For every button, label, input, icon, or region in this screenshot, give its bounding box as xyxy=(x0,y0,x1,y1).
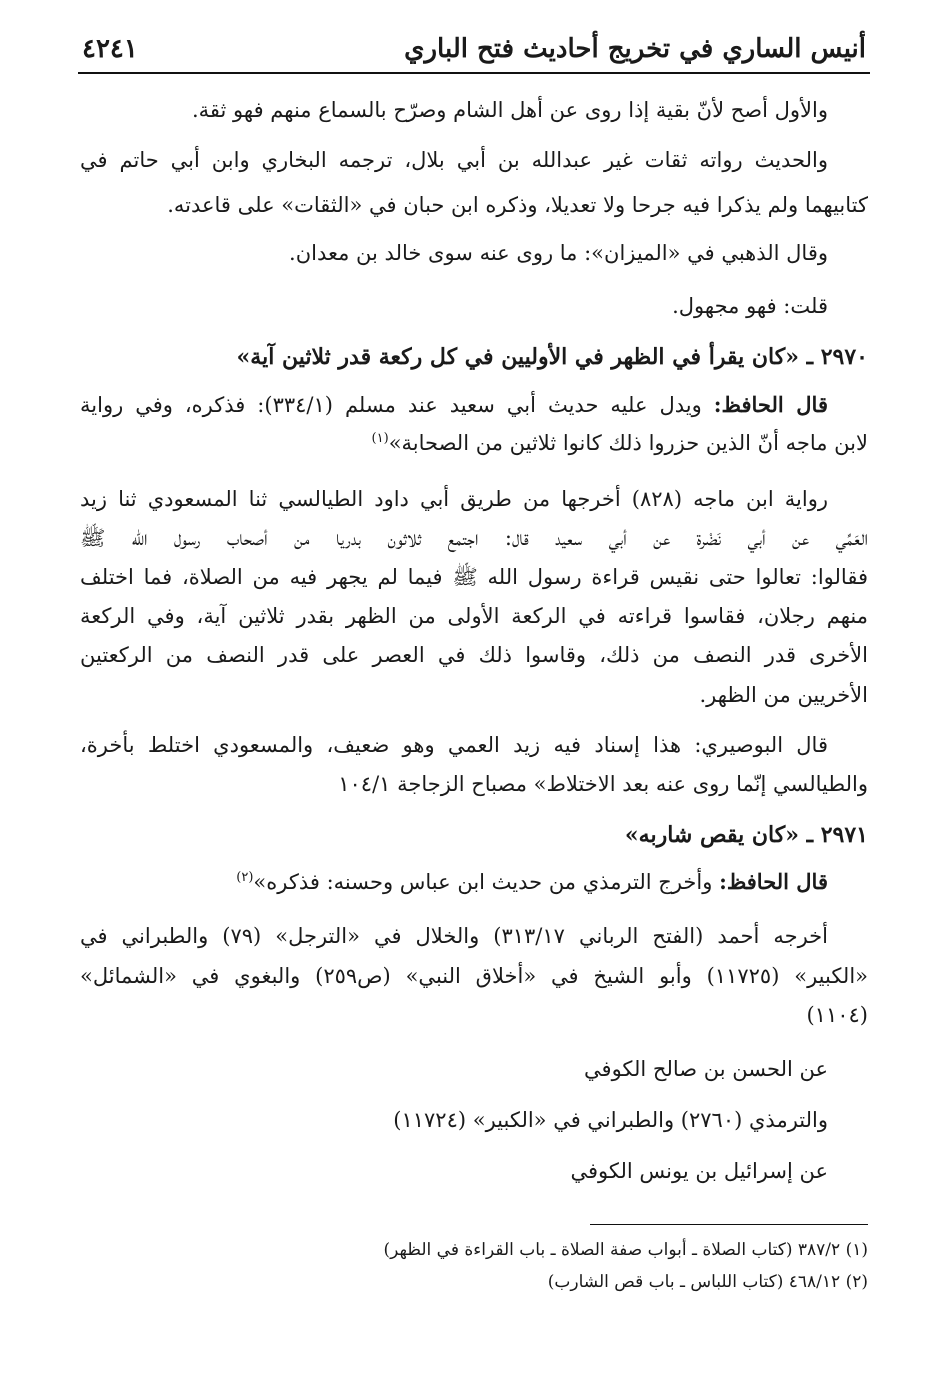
paragraph-line: والأول أصح لأنّ بقية إذا روى عن أهل الشام وصرّح بالسماع منهم فهو ثقة. xyxy=(191,98,828,122)
running-header xyxy=(78,28,870,74)
footnote-marker: (٢) xyxy=(236,870,254,885)
paragraph-line: كتابيهما ولم يذكرا فيه جرحا ولا تعديلا، وذكره ابن حبان في «الثقات» على قاعدته. xyxy=(167,193,868,217)
footnote-1: (١) ٣٨٧/٢ (كتاب الصلاة ـ أبواب صفة الصلاة ـ باب القراءة في الظهر) xyxy=(383,1240,868,1260)
paragraph-line: أخرجه أحمد (الفتح الرباني ٣١٣/١٧) والخلال في «الترجل» (٧٩) والطبراني في xyxy=(80,924,828,948)
paragraph-line: والطيالسي إنّما روى عنه بعد الاختلاط» مصباح الزجاجة ١٠٤/١ xyxy=(338,772,868,796)
quote-text: ويدل عليه حديث أبي سعيد عند مسلم (٣٣٤/١): فذكره، وفي رواية xyxy=(80,393,702,417)
paragraph-line: والترمذي (٢٧٦٠) والطبراني في «الكبير» (١١٧٢٤) xyxy=(393,1108,828,1132)
paragraph-line: الأخريين من الظهر. xyxy=(699,683,868,707)
hafiz-quote-line xyxy=(372,431,868,456)
quote-text: وأخرج الترمذي من حديث ابن عباس وحسنه: فذكره» xyxy=(253,870,713,894)
paragraph-line: وقال الذهبي في «الميزان»: ما روى عنه سوى خالد بن معدان. xyxy=(289,241,828,265)
quote-label: قال الحافظ: xyxy=(713,392,828,417)
hafiz-quote-line xyxy=(80,392,828,418)
quote-label: قال الحافظ: xyxy=(719,869,828,894)
paragraph-line: الأخرى قدر النصف من ذلك، وقاسوا ذلك في العصر على قدر النصف من الركعتين xyxy=(80,643,868,667)
paragraph-line: رواية ابن ماجه (٨٢٨) أخرجها من طريق أبي داود الطيالسي ثنا المسعودي ثنا زيد xyxy=(80,487,828,511)
paragraph-line: عن الحسن بن صالح الكوفي xyxy=(584,1057,828,1081)
quote-text: لابن ماجه أنّ الذين حزروا ذلك كانوا ثلاثين من الصحابة» xyxy=(388,431,868,455)
hafiz-quote-line xyxy=(236,869,828,895)
paragraph-line: قلت: فهو مجهول. xyxy=(672,294,828,318)
page-number: ٤٢٤١ xyxy=(82,34,138,64)
paragraph-line: «الكبير» (١١٧٢٥) وأبو الشيخ في «أخلاق النبي» (ص٢٥٩) والبغوي في «الشمائل» xyxy=(80,964,869,988)
paragraph-line: قال البوصيري: هذا إسناد فيه زيد العمي وهو ضعيف، والمسعودي اختلط بأخرة، xyxy=(80,733,828,757)
paragraph-line: عن إسرائيل بن يونس الكوفي xyxy=(570,1159,828,1183)
book-title: أنيس الساري في تخريج أحاديث فتح الباري xyxy=(404,34,866,64)
paragraph-line: منهم رجلان، فقاسوا قراءته في الركعة الأولى من الظهر بقدر ثلاثين آية، وفي الركعة xyxy=(80,604,868,628)
footnote-marker: (١) xyxy=(371,431,389,446)
paragraph-line: (١١٠٤) xyxy=(806,1003,868,1027)
hadith-heading-2971: ٢٩٧١ ـ «كان يقص شاربه» xyxy=(624,822,868,848)
paragraph-line: فقالوا: تعالوا حتى نقيس قراءة رسول الله ﷺ فيما لم يجهر فيه من الصلاة، فما اختلف xyxy=(80,565,868,589)
hadith-heading-2970: ٢٩٧٠ ـ «كان يقرأ في الظهر في الأوليين في كل ركعة قدر ثلاثين آية» xyxy=(236,344,868,370)
paragraph-line: والحديث رواته ثقات غير عبدالله بن أبي بلال، ترجمه البخاري وابن أبي حاتم في xyxy=(80,148,828,172)
footnote-separator xyxy=(590,1224,868,1225)
footnote-2: (٢) ٤٦٨/١٢ (كتاب اللباس ـ باب قص الشارب) xyxy=(547,1272,868,1292)
paragraph-line: العَمِّي عن أبي نَضْرة عن أبي سعيد قال: اجتمع ثلاثون بدريا من أصحاب رسول الله ﷺ xyxy=(80,526,868,550)
